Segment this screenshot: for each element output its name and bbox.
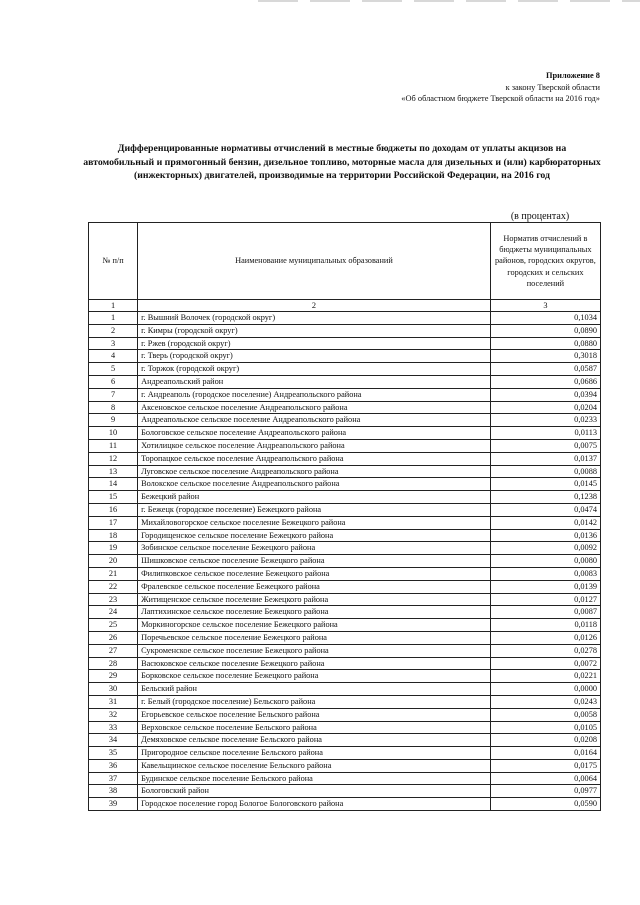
row-number: 4 [89,350,138,363]
row-name: Поречьевское сельское поселение Бежецкого района [138,631,491,644]
row-name: Волокское сельское поселение Андреапольского района [138,478,491,491]
row-number: 32 [89,708,138,721]
row-value: 0,0233 [490,414,600,427]
row-name: Михайловогорское сельское поселение Бежецкого района [138,516,491,529]
appendix-number: Приложение 8 [545,71,600,80]
row-value: 0,0977 [490,785,600,798]
table-row [89,375,601,388]
row-number: 5 [89,363,138,376]
column-index: 1 [89,300,138,312]
row-name: Андреапольское сельское поселение Андреапольского района [138,414,491,427]
row-value: 0,0127 [490,593,600,606]
column-index-row [89,300,601,312]
row-number: 8 [89,401,138,414]
row-name: г. Андреаполь (городское поселение) Андреапольского района [138,388,491,401]
row-value: 0,0590 [490,798,600,811]
row-value: 0,0092 [490,542,600,555]
row-name: Хотилицкое сельское поселение Андреапольского района [138,439,491,452]
row-value: 0,0126 [490,631,600,644]
row-name: Лаптихинское сельское поселение Бежецкого района [138,606,491,619]
column-index: 3 [490,300,600,312]
row-value: 0,0072 [490,657,600,670]
row-name: Луговское сельское поселение Андреапольского района [138,465,491,478]
row-value: 0,0208 [490,734,600,747]
row-number: 20 [89,555,138,568]
table-row [89,721,601,734]
row-number: 36 [89,759,138,772]
table-row [89,657,601,670]
row-value: 0,0880 [490,337,600,350]
row-value: 0,0113 [490,427,600,440]
row-number: 2 [89,324,138,337]
table-row [89,465,601,478]
row-value: 0,0394 [490,388,600,401]
table-row [89,772,601,785]
row-value: 0,0587 [490,363,600,376]
row-value: 0,0164 [490,747,600,760]
table-row [89,516,601,529]
row-number: 28 [89,657,138,670]
table-row [89,337,601,350]
row-name: Шишковское сельское поселение Бежецкого района [138,555,491,568]
row-value: 0,0000 [490,683,600,696]
row-number: 17 [89,516,138,529]
table-row [89,798,601,811]
row-number: 31 [89,695,138,708]
row-number: 37 [89,772,138,785]
table-row [89,324,601,337]
row-value: 0,0137 [490,452,600,465]
table-row [89,401,601,414]
document-title: Дифференцированные нормативы отчислений в местные бюджеты по доходам от уплаты акцизов на автомобильный и прямогонный бензин, дизельное топливо, моторные масла для дизельных и (или) карбюраторных (инжекторных) двигателей, производимые на территории Российской Федерации, на 2016 год [83,143,601,182]
appendix-law-title: «Об областном бюджете Тверской области на 2016 год» [401,94,600,103]
table-row [89,759,601,772]
units-label: (в процентах) [510,211,570,222]
row-value: 0,0278 [490,644,600,657]
table-row [89,747,601,760]
row-number: 35 [89,747,138,760]
row-name: Торопацкое сельское поселение Андреапольского района [138,452,491,465]
row-number: 23 [89,593,138,606]
column-header-norm: Норматив отчислений в бюджеты муниципальных районов, городских округов, городских и сельских поселений [490,223,600,300]
column-index: 2 [138,300,491,312]
row-number: 24 [89,606,138,619]
row-number: 7 [89,388,138,401]
column-header-number: № п/п [89,223,138,300]
table-row [89,670,601,683]
table-row [89,644,601,657]
table-header-row [89,223,601,300]
row-name: Пригородное сельское поселение Бельского района [138,747,491,760]
table-row [89,542,601,555]
row-number: 1 [89,312,138,325]
row-number: 27 [89,644,138,657]
row-value: 0,0136 [490,529,600,542]
row-number: 19 [89,542,138,555]
row-name: Житищенское сельское поселение Бежецкого района [138,593,491,606]
row-number: 30 [89,683,138,696]
row-name: Егорьевское сельское поселение Бельского района [138,708,491,721]
table-row [89,529,601,542]
row-name: Фралевское сельское поселение Бежецкого района [138,580,491,593]
row-value: 0,1238 [490,491,600,504]
row-value: 0,0204 [490,401,600,414]
row-number: 22 [89,580,138,593]
row-name: Зобинское сельское поселение Бежецкого района [138,542,491,555]
table-row [89,567,601,580]
row-value: 0,0221 [490,670,600,683]
row-value: 0,0075 [490,439,600,452]
row-name: Верховское сельское поселение Бельского района [138,721,491,734]
row-name: г. Белый (городское поселение) Бельского района [138,695,491,708]
row-value: 0,0686 [490,375,600,388]
row-value: 0,0087 [490,606,600,619]
table-row [89,555,601,568]
table-row [89,388,601,401]
row-name: Городское поселение город Бологое Бологовского района [138,798,491,811]
row-name: Демяховское сельское поселение Бельского района [138,734,491,747]
row-name: Бельский район [138,683,491,696]
row-number: 13 [89,465,138,478]
row-number: 29 [89,670,138,683]
row-value: 0,0890 [490,324,600,337]
row-name: г. Ржев (городской округ) [138,337,491,350]
table-row [89,350,601,363]
table-row [89,414,601,427]
row-number: 34 [89,734,138,747]
row-number: 21 [89,567,138,580]
row-value: 0,3018 [490,350,600,363]
row-value: 0,0080 [490,555,600,568]
row-number: 14 [89,478,138,491]
row-value: 0,0083 [490,567,600,580]
row-number: 6 [89,375,138,388]
row-name: Сукроменское сельское поселение Бежецкого района [138,644,491,657]
row-value: 0,0139 [490,580,600,593]
row-name: г. Вышний Волочек (городской округ) [138,312,491,325]
table-row [89,619,601,632]
top-scan-line [0,0,640,3]
appendix-law: к закону Тверской области [505,82,600,92]
table-row [89,427,601,440]
table-row [89,580,601,593]
table-row [89,606,601,619]
row-name: Моркиногорское сельское поселение Бежецкого района [138,619,491,632]
row-value: 0,0064 [490,772,600,785]
row-number: 26 [89,631,138,644]
row-value: 0,0058 [490,708,600,721]
row-number: 33 [89,721,138,734]
row-value: 0,0175 [490,759,600,772]
row-name: г. Бежецк (городское поселение) Бежецкого района [138,503,491,516]
table-row [89,734,601,747]
table-row [89,439,601,452]
row-value: 0,0243 [490,695,600,708]
row-name: Бежецкий район [138,491,491,504]
row-number: 3 [89,337,138,350]
column-header-name: Наименование муниципальных образований [138,223,491,300]
row-name: Андреапольский район [138,375,491,388]
table-row [89,683,601,696]
row-number: 38 [89,785,138,798]
row-name: Филипковское сельское поселение Бежецкого района [138,567,491,580]
table-row [89,452,601,465]
row-number: 12 [89,452,138,465]
row-value: 0,0145 [490,478,600,491]
row-number: 39 [89,798,138,811]
row-number: 18 [89,529,138,542]
table-row [89,312,601,325]
table-row [89,478,601,491]
table-row [89,491,601,504]
row-name: Кавельщинское сельское поселение Бельского района [138,759,491,772]
row-name: Бологовское сельское поселение Андреапольского района [138,427,491,440]
row-number: 11 [89,439,138,452]
row-name: Борковское сельское поселение Бежецкого района [138,670,491,683]
row-name: Городищенское сельское поселение Бежецкого района [138,529,491,542]
row-name: г. Тверь (городской округ) [138,350,491,363]
table-row [89,785,601,798]
row-number: 9 [89,414,138,427]
table-row [89,363,601,376]
row-number: 10 [89,427,138,440]
row-value: 0,0088 [490,465,600,478]
row-name: г. Кимры (городской округ) [138,324,491,337]
row-name: Бологовский район [138,785,491,798]
row-name: Аксеновское сельское поселение Андреапольского района [138,401,491,414]
row-value: 0,0105 [490,721,600,734]
row-number: 25 [89,619,138,632]
row-value: 0,0142 [490,516,600,529]
norms-table [88,222,601,811]
row-name: Будинское сельское поселение Бельского района [138,772,491,785]
row-value: 0,0118 [490,619,600,632]
table-row [89,708,601,721]
table-row [89,631,601,644]
row-number: 15 [89,491,138,504]
row-number: 16 [89,503,138,516]
row-name: Васюковское сельское поселение Бежецкого района [138,657,491,670]
row-value: 0,1034 [490,312,600,325]
table-row [89,695,601,708]
table-row [89,503,601,516]
table-row [89,593,601,606]
appendix-header [340,70,600,105]
row-value: 0,0474 [490,503,600,516]
row-name: г. Торжок (городской округ) [138,363,491,376]
